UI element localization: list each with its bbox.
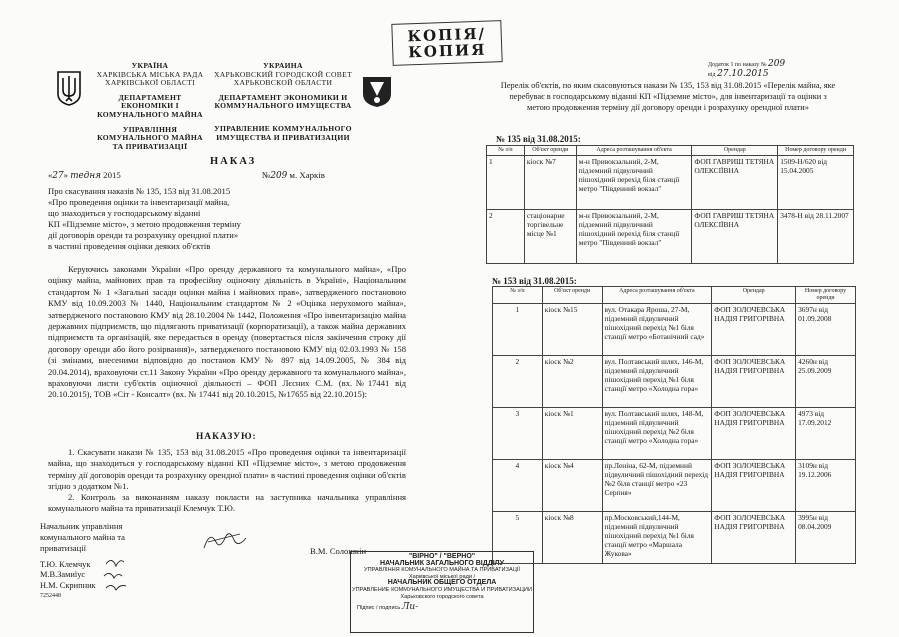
order-number [262, 170, 325, 181]
table-cell: 3 [493, 408, 543, 460]
kharkiv-city-logo-icon [360, 74, 394, 108]
table-header-cell: № з/п [487, 146, 525, 156]
stamp-line: "ВІРНО" / "ВЕРНО" [408, 553, 476, 560]
appendix-ref [708, 60, 785, 80]
table-cell: кіоск №4 [542, 460, 602, 512]
date-year: 2015 [103, 170, 121, 180]
table-cell: ФОП ГАВРИШ ТЕТЯНА ОЛЕКСІЇВНА [692, 156, 778, 210]
signer-title-line: Начальник управління [40, 521, 123, 531]
signature-head [200, 528, 250, 554]
table-header-cell: Адреса розташування об'єкта [602, 287, 712, 304]
copy-stamp-line-ru: КОПИЯ [407, 40, 487, 62]
table-cell: 5 [493, 512, 543, 564]
header-ru [208, 62, 358, 142]
appendix-ref-number: 209 [767, 59, 786, 69]
stamp-line: УПРАВЛІННЯ КОМУНАЛЬНОГО МАЙНА ТА ПРИВАТИЗАЦІЇ [364, 567, 520, 574]
header-ua-admin-3: ТА ПРИВАТИЗАЦІЇ [112, 141, 188, 151]
order-preamble: Керуючись законами України «Про оренду державного та комунального майна», «Про оцінку майна, майнових прав та професійну оціночну діяльність в Україні», Національним стандартом № 1 «Загальні засади оцінки майна і майнових прав», затвердженого постановою КМУ від 10.09.2003 № 1440, Національним стандартом № 2 «Оцінка нерухомого майна», затвердженого постановою КМУ від 28.10.2004 № 1442, Положення «Про інвентаризацію майна державних підприємств, що підлягають приватизації (корпоратизації), а також майна державних підприємств та організацій, яке передається в оренду (повертається після закінчення строку дії договору оренди або його розірвання)», затвердженого постановою КМУ від 02.03.1993 № 158 (зі змінами, внесеними відповідно до постанов КМУ № 897 від 14.09.2005, № 384 від 20.04.2014), враховуючи ст.11 Закону України «Про оренду державного та комунального майна», враховуючи листи суб'єктів оціночної діяльності – ФОП Лєсних С.М. (вх.№17441 від 20.10.2015), ТОВ «Сіт - Консалт» (вх. № 17441 від 20.10.2015, №17655 від 22.10.2015): [48, 264, 406, 400]
approval-signatures [102, 556, 128, 598]
order-title: НАКАЗ [210, 156, 257, 167]
table-cell: вул. Отакара Яроша, 27-М, підземний підвуличний пішохідний перехід №1 біля станції метро «Ботанічний сад» [602, 304, 712, 356]
table-135-label: № 135 від 31.08.2015: [496, 134, 581, 144]
subject-line: що знаходиться у господарському віданні [48, 208, 201, 218]
header-ua [90, 62, 210, 151]
order-city: м. Харків [289, 170, 325, 180]
table-row [493, 408, 856, 460]
table-cell: 2 [487, 210, 525, 264]
date-prefix: « [48, 170, 53, 180]
table-row [487, 156, 854, 210]
appendix-ref-label: Додаток 1 по наказу № [708, 62, 767, 68]
table-row [493, 460, 856, 512]
table-cell: 4973 від 17.09.2012 [796, 408, 856, 460]
table-cell: вул. Полтавський шлях, 148-М, підземний підвуличний пішохідний перехід №2 біля станції метро «Холодна гора» [602, 408, 712, 460]
stamp-line: НАЧАЛЬНИК ОБЩЕГО ОТДЕЛА [387, 579, 497, 587]
subject-line: в частині проведення оцінки деяких об'єктів [48, 241, 211, 251]
appendix-ref-date-label: від [708, 72, 716, 78]
table-header-cell: Номер договору оренди [796, 287, 856, 304]
stamp-line: Харківської міської ради / [408, 573, 476, 580]
table-row [487, 210, 854, 264]
header-ru-dept-2: КОММУНАЛЬНОГО ИМУЩЕСТВА [214, 101, 352, 111]
table-153 [492, 286, 856, 564]
header-ua-council: ХАРКІВСЬКА МІСЬКА РАДА [96, 69, 204, 79]
subject-line: КП «Підземне місто», з метою продовження терміну [48, 219, 241, 229]
subject-line: «Про проведення оцінки та інвентаризації майна, [48, 197, 230, 207]
table-cell: пр.Московський,144-М, підземний підвуличний пішохідний перехід №1 біля станції метро «Маршала Жукова» [602, 512, 712, 564]
table-cell: м-н Привокзальний, 2-М, підземний підвуличний пішохідний перехід біля станції метро "Південний вокзал" [576, 156, 692, 210]
table-header-cell: № з/п [493, 287, 543, 304]
table-cell: ФОП ЗОЛОЧЕВСЬКА НАДІЯ ГРИГОРІВНА [712, 460, 796, 512]
table-153-label: № 153 від 31.08.2015: [492, 276, 577, 286]
table-cell: ФОП ЗОЛОЧЕВСЬКА НАДІЯ ГРИГОРІВНА [712, 512, 796, 564]
table-row [493, 356, 856, 408]
header-ua-country: УКРАЇНА [131, 61, 169, 70]
appendix-title: Перелік об'єктів, по яким скасовуються накази № 135, 153 від 31.08.2015 «Перелік майна, яке перебуває в господарському віданні КП «Підземне місто», для інвентаризації та оцінки з метою продовження терміну дії договору оренди і розрахунку орендної плати» [500, 81, 836, 112]
table-cell: стаціонарне торгівельне місце №1 [524, 210, 576, 264]
table-cell: 3109н від 19.12.2006 [796, 460, 856, 512]
signer-title-line: приватизації [40, 543, 86, 553]
table-header-row [493, 287, 856, 304]
table-header-cell: Об'єкт оренди [542, 287, 602, 304]
header-ru-region: ХАРЬКОВСКОЙ ОБЛАСТИ [233, 78, 333, 88]
table-cell: кіоск №2 [542, 356, 602, 408]
stamp-sign-label: Підпис / подпись [357, 605, 401, 612]
order-date [48, 170, 121, 181]
table-cell: пр.Леніна, 62-М, підземний підвуличний пішохідний перехід №2 біля станції метро «23 Серпня» [602, 460, 712, 512]
table-cell: 1 [493, 304, 543, 356]
copy-stamp [391, 20, 502, 66]
table-cell: ФОП ГАВРИШ ТЕТЯНА ОЛЕКСІЇВНА [692, 210, 778, 264]
order-command: НАКАЗУЮ: [196, 432, 257, 442]
header-ru-council: ХАРЬКОВСКИЙ ГОРОДСКОЙ СОВЕТ [213, 69, 353, 79]
subject-line: Про скасування наказів № 135, 153 від 31.08.2015 [48, 186, 231, 196]
header-ua-dept-3: КОМУНАЛЬНОГО МАЙНА [97, 109, 203, 119]
table-cell: 3995н від 08.04.2009 [796, 512, 856, 564]
table-header-cell: Адреса розташування об'єкта [576, 146, 692, 156]
copy-stamp-line-ua: КОПІЯ/ [407, 24, 487, 46]
table-cell: вул. Полтавський шлях, 146-М, підземний підвуличний пішохідний перехід №1 біля станції метро «Холодна гора» [602, 356, 712, 408]
table-cell: 3478-Н від 28.11.2007 [778, 210, 854, 264]
table-cell: м-н Привокзальний, 2-М, підземний підвуличний пішохідний перехід біля станції метро "Південний вокзал" [576, 210, 692, 264]
subject-line: дії договорів оренди та розрахунку орендної плати» [48, 230, 239, 240]
approval-line: Н.М. Скрипник [40, 580, 96, 590]
table-cell: ФОП ЗОЛОЧЕВСЬКА НАДІЯ ГРИГОРІВНА [712, 356, 796, 408]
table-cell: 2 [493, 356, 543, 408]
signer-title-line: комунального майна та [40, 532, 125, 542]
table-header-cell: Орендар [712, 287, 796, 304]
number-prefix: № [262, 170, 271, 180]
table-row [493, 304, 856, 356]
table-cell: 4260н від 25.09.2009 [796, 356, 856, 408]
table-cell: 1 [487, 156, 525, 210]
header-ua-admin-1: УПРАВЛІННЯ [122, 124, 178, 134]
order-item-1: 1. Скасувати накази № 135, 153 від 31.08.2015 «Про проведення оцінки та інвентаризації майна, що знаходиться у господарському віданні КП «Підземне місто», з метою продовження терміну дії договорів оренди та розрахунку орендної плати» в частині проведення оцінки об'єктів згідно з додатком №1. [48, 447, 406, 492]
table-cell: кіоск №15 [542, 304, 602, 356]
stamp-line: УПРАВЛЕНИЕ КОММУНАЛЬНОГО ИМУЩЕСТВА И ПРИВАТИЗАЦИИ [352, 586, 532, 593]
table-cell: 3697н від 01.09.2008 [796, 304, 856, 356]
header-ru-admin-1: УПРАВЛЕНИЕ КОММУНАЛЬНОГО [214, 123, 352, 133]
order-item-2: 2. Контроль за виконанням наказу покласти на заступника начальника управління комунального майна та приватизації Клемчук Т.Ю. [48, 492, 406, 514]
approval-line: Т.Ю. Клемчук [40, 560, 91, 569]
header-ru-country: УКРАИНА [263, 61, 303, 70]
date-day: 27 [52, 171, 64, 181]
header-ua-admin-2: КОМУНАЛЬНОГО МАЙНА [97, 133, 203, 143]
number-value: 209 [270, 171, 288, 181]
table-cell: ФОП ЗОЛОЧЕВСЬКА НАДІЯ ГРИГОРІВНА [712, 304, 796, 356]
header-ua-dept-1: ДЕПАРТАМЕНТ [118, 92, 182, 102]
table-cell: 1509-Н/620 від 15.04.2005 [778, 156, 854, 210]
approvals [40, 560, 96, 602]
date-mid: » [63, 170, 69, 180]
header-ua-region: ХАРКІВСЬКОЇ ОБЛАСТІ [105, 78, 195, 88]
table-row [493, 512, 856, 564]
signer-title [40, 521, 125, 554]
table-cell: 4 [493, 460, 543, 512]
doc-code: 7252448 [40, 593, 61, 600]
table-header-cell: Орендар [692, 146, 778, 156]
table-135 [486, 145, 854, 264]
table-header-cell: Номер договору оренди [778, 146, 854, 156]
approval-line: М.В.Замиїус [40, 570, 86, 580]
signer-name: В.М. Солошкін [310, 546, 367, 556]
table-header-row [487, 146, 854, 156]
table-cell: кіоск №7 [524, 156, 576, 210]
stamp-sign-value: Ли- [401, 602, 419, 613]
table-cell: кіоск №8 [542, 512, 602, 564]
ukraine-coat-of-arms-icon [56, 70, 82, 106]
header-ru-admin-2: ИМУЩЕСТВА И ПРИВАТИЗАЦИИ [216, 132, 350, 142]
header-ru-dept-1: ДЕПАРТАМЕНТ ЭКОНОМИКИ И [218, 92, 348, 102]
order-subject [48, 186, 348, 252]
stamp-line: Харьковского городского совета [400, 593, 484, 600]
table-cell: кіоск №1 [542, 408, 602, 460]
date-month: тедня [70, 171, 101, 181]
appendix-ref-date: 27.10.2015 [717, 69, 769, 79]
table-cell: ФОП ЗОЛОЧЕВСЬКА НАДІЯ ГРИГОРІВНА [712, 408, 796, 460]
stamp-line: НАЧАЛЬНИК ЗАГАЛЬНОГО ВІДДІЛУ [380, 559, 504, 567]
table-header-cell: Об'єкт оренди [524, 146, 576, 156]
header-ua-dept-2: ЕКОНОМІКИ І [121, 101, 179, 111]
